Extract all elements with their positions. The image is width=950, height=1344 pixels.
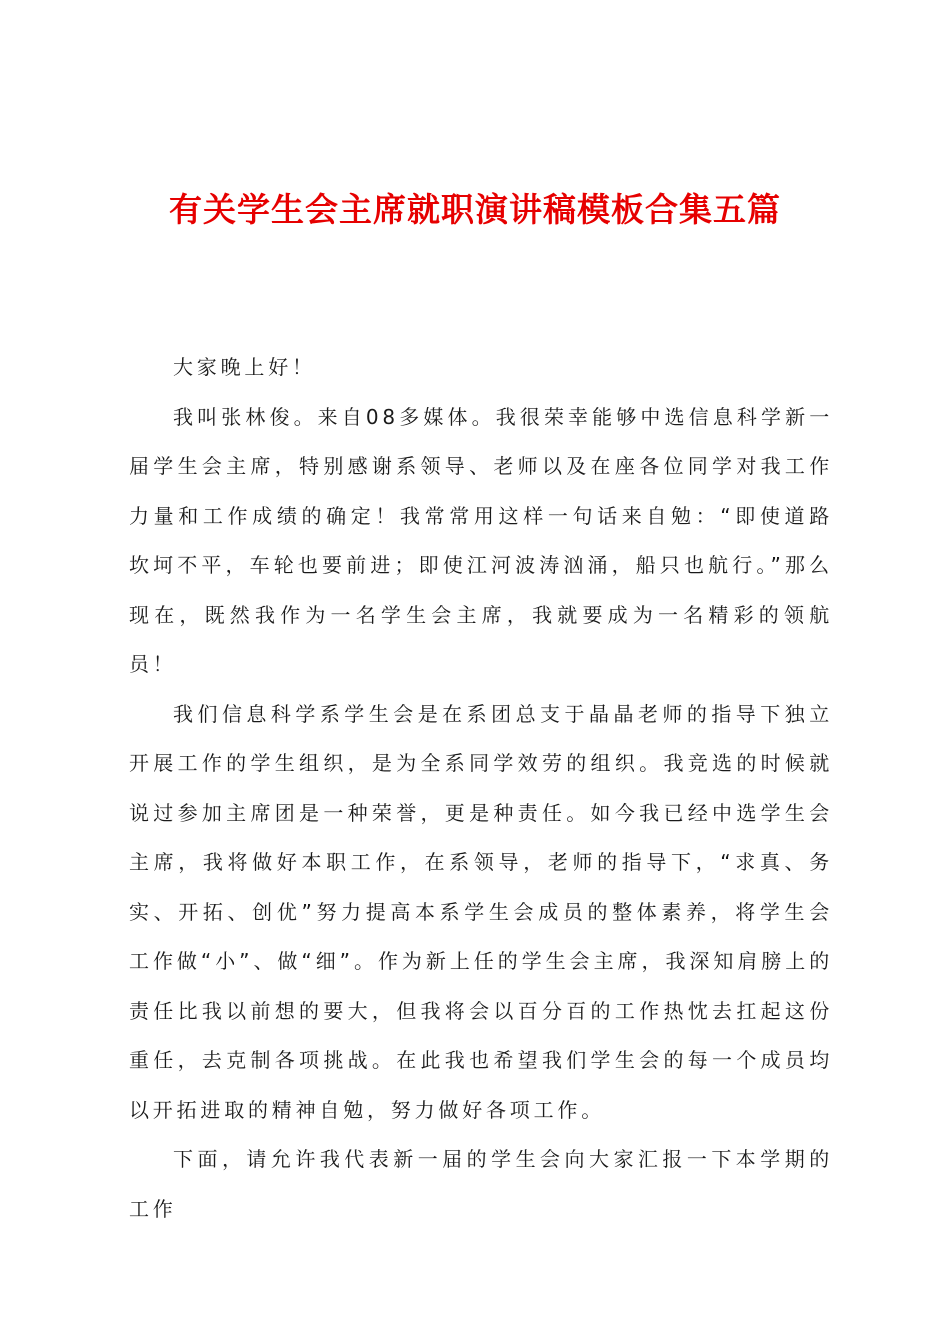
greeting-paragraph: 大家晚上好！ <box>173 355 316 379</box>
body-paragraph: 我们信息科学系学生会是在系团总支于晶晶老师的指导下独立开展工作的学生组织，是为全系同学效劳的组织。我竞选的时候就说过参加主席团是一种荣誉，更是种责任。如今我已经中选学生会主席，我将做好本职工作，在系领导，老师的指导下，“求真、务实、开拓、创优”努力提高本系学生会成员的整体素养，将学生会工作做“小”、做“细”。作为新上任的学生会主席，我深知肩膀上的责任比我以前想的要大，但我将会以百分百的工作热忱去扛起这份重任，去克制各项挑战。在此我也希望我们学生会的每一个成员均以开拓进取的精神自勉，努力做好各项工作。 <box>129 701 833 1122</box>
body-paragraph: 下面，请允许我代表新一届的学生会向大家汇报一下本学期的工作 <box>129 1147 833 1221</box>
document-title: 有关学生会主席就职演讲稿模板合集五篇 <box>169 190 781 229</box>
document-body <box>129 343 833 1234</box>
body-paragraph: 我叫张林俊。来自08多媒体。我很荣幸能够中选信息科学新一届学生会主席，特别感谢系领导、老师以及在座各位同学对我工作力量和工作成绩的确定！我常常用这样一句话来自勉：“即使道路坎坷不平，车轮也要前进；即使江河波涛汹涌，船只也航行。”那么现在，既然我作为一名学生会主席，我就要成为一名精彩的领航员！ <box>129 404 833 676</box>
